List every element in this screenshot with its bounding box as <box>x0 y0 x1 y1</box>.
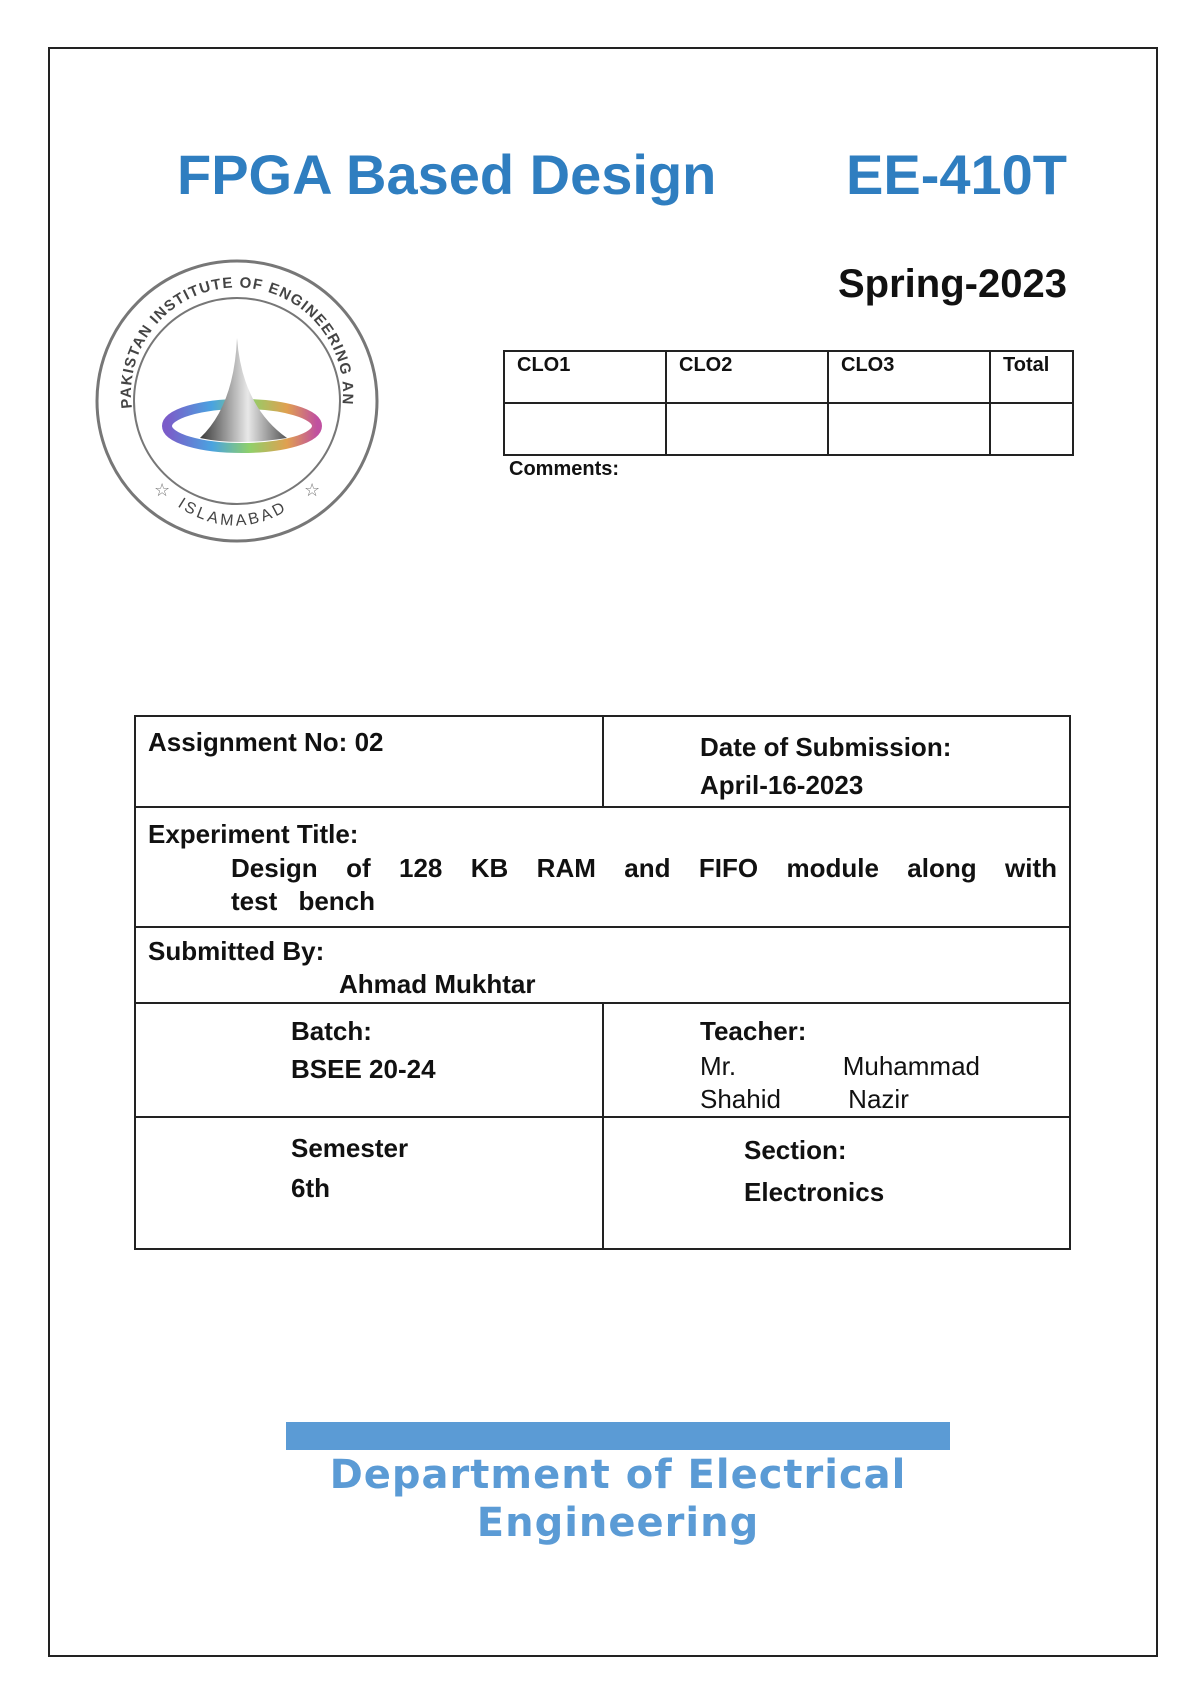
experiment-label: Experiment Title: <box>148 819 359 849</box>
teacher-cell <box>603 1003 1070 1117</box>
section-label: Section: <box>744 1135 847 1165</box>
svg-text:ISLAMABAD: ISLAMABAD <box>174 495 291 530</box>
submitted-by-cell <box>135 927 1070 1003</box>
clo2-score <box>666 403 828 455</box>
footer-accent-bar <box>286 1422 950 1450</box>
department-line-1: Department of Electrical <box>329 1452 907 1498</box>
course-title: FPGA Based Design <box>177 143 717 206</box>
institute-seal-icon <box>92 256 382 546</box>
clo-table <box>503 350 1074 456</box>
term: Spring-2023 <box>838 262 1067 306</box>
section-cell <box>603 1117 1070 1249</box>
clo1-score <box>504 403 666 455</box>
submitted-by-label: Submitted By: <box>148 936 325 966</box>
clo2-header: CLO2 <box>666 351 828 403</box>
semester-value: 6th <box>291 1173 330 1203</box>
student-name: Ahmad Mukhtar <box>339 969 536 999</box>
clo1-header: CLO1 <box>504 351 666 403</box>
batch-label: Batch: <box>291 1016 372 1046</box>
date-label: Date of Submission: <box>700 732 952 762</box>
semester-label: Semester <box>291 1133 409 1163</box>
svg-text:☆: ☆ <box>154 480 171 500</box>
svg-text:PAKISTAN INSTITUTE OF ENGINEER: PAKISTAN INSTITUTE OF ENGINEERING AN <box>117 274 357 410</box>
comments-label: Comments: <box>509 458 620 480</box>
institute-logo <box>92 256 382 546</box>
assignment-number: Assignment No: 02 <box>148 727 384 757</box>
batch-cell <box>135 1003 603 1117</box>
clo3-score <box>828 403 990 455</box>
teacher-label: Teacher: <box>700 1016 807 1046</box>
assignment-info-table <box>134 715 1071 1250</box>
semester-cell <box>135 1117 603 1249</box>
teacher-name: Mr. Muhammad Shahid Nazir <box>700 1051 980 1114</box>
department-line-2: Engineering <box>476 1500 760 1546</box>
experiment-cell <box>135 807 1070 927</box>
section-value: Electronics <box>744 1177 885 1207</box>
experiment-title: Design of 128 KB RAM and FIFO module along with test bench <box>231 853 1057 916</box>
svg-text:☆: ☆ <box>304 480 321 500</box>
submission-date-cell <box>603 716 1070 807</box>
assignment-cell <box>135 716 603 807</box>
course-code: EE-410T <box>846 143 1067 206</box>
batch-value: BSEE 20-24 <box>291 1054 436 1084</box>
date-value: April-16-2023 <box>700 770 864 800</box>
total-score <box>990 403 1073 455</box>
clo3-header: CLO3 <box>828 351 990 403</box>
total-header: Total <box>990 351 1073 403</box>
